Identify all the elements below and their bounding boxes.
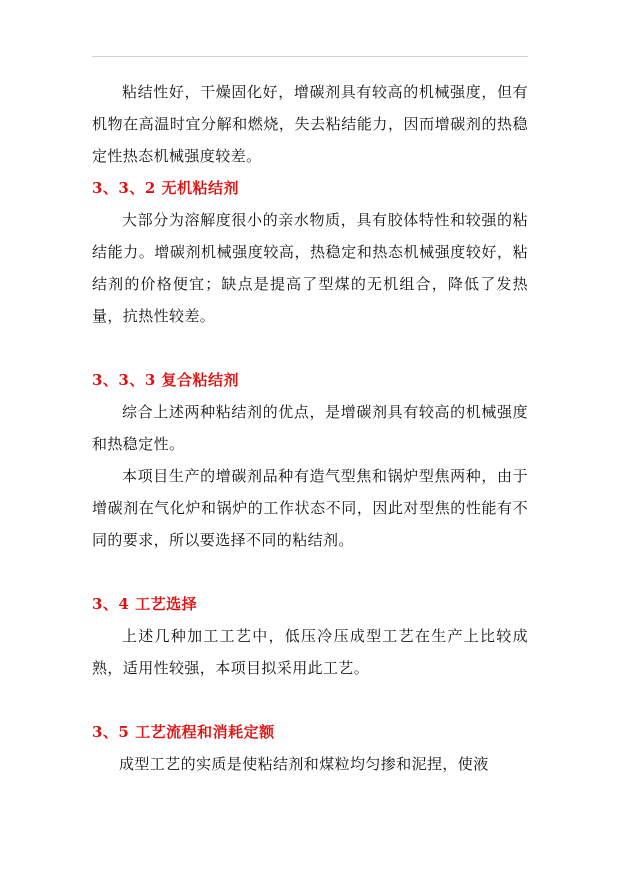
paragraph-process-selection: 上述几种加工工艺中，低压冷压成型工艺在生产上比较成熟，适用性较强，本项目拟采用此工艺。 — [92, 627, 528, 677]
heading-3-5: 3、5 工艺流程和消耗定额 — [92, 723, 275, 741]
paragraph-composite-binder: 综合上述两种粘结剂的优点，是增碳剂具有较高的机械强度和热稳定性。 — [92, 403, 528, 453]
spacer — [92, 332, 528, 364]
heading-3-4: 3、4 工艺选择 — [92, 595, 198, 613]
spacer — [92, 556, 528, 588]
heading-3-3-3: 3、3、3 复合粘结剂 — [92, 371, 240, 389]
paragraph-inorganic-binder: 大部分为溶解度很小的亲水物质，具有胶体特性和较强的粘结能力。增碳剂机械强度较高，热稳定和热态机械强度较好，粘结剂的价格便宜；缺点是提高了型煤的无机组合，降低了发热量，抗热性较差。 — [92, 211, 528, 325]
paragraph-organic-binder-properties: 粘结性好，干燥固化好，增碳剂具有较高的机械强度，但有机物在高温时宜分解和燃烧，失去粘结能力，因而增碳剂的热稳定性热态机械强度较差。 — [92, 83, 528, 165]
paragraph-project-products: 本项目生产的增碳剂品种有造气型焦和锅炉型焦两种，由于增碳剂在气化炉和锅炉的工作状态不同，因此对型焦的性能有不同的要求，所以要选择不同的粘结剂。 — [92, 467, 528, 549]
spacer — [92, 684, 528, 716]
heading-3-3-2: 3、3、2 无机粘结剂 — [92, 179, 240, 197]
document-body — [92, 76, 528, 780]
paragraph-forming-process: 成型工艺的实质是使粘结剂和煤粒均匀掺和泥捏，使液 — [119, 755, 489, 773]
header-rule — [92, 56, 528, 57]
